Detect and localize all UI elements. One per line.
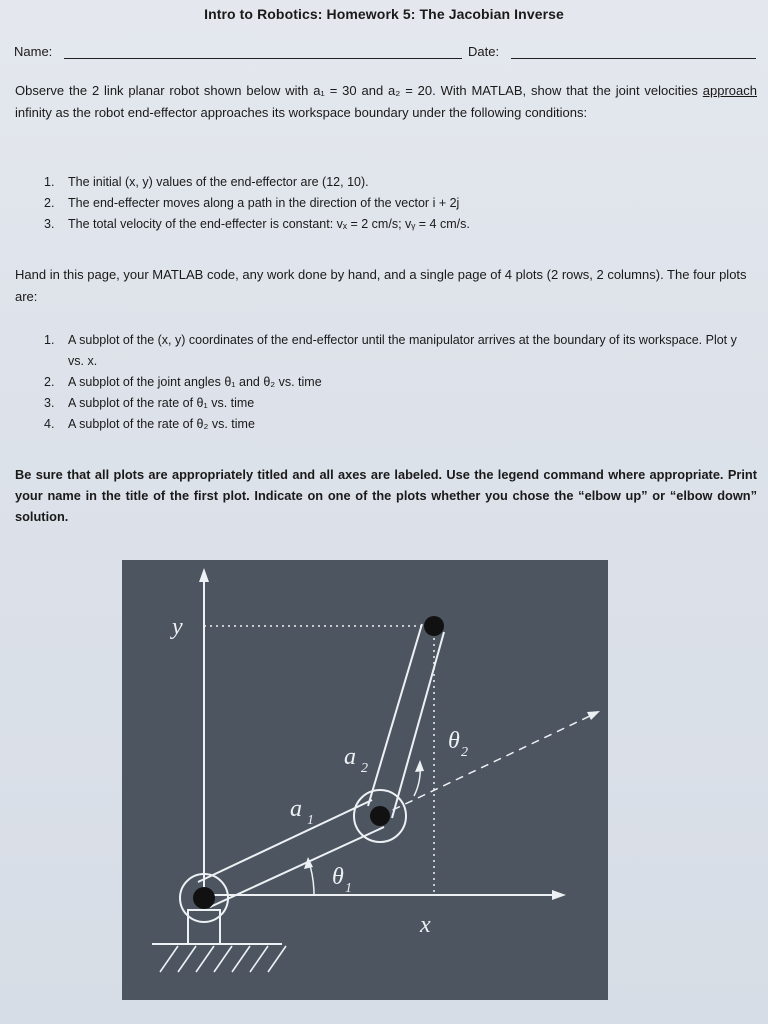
list-item: 4. A subplot of the rate of θ₂ vs. time [44,417,255,431]
label-a1: a [290,796,302,822]
list-item: 1. A subplot of the (x, y) coordinates of the end-effector until the manipulator arrives at the boundary of its workspace. Plot y vs. x. [44,333,737,368]
label-theta1-sub: 1 [345,881,352,896]
extension-arrow [587,711,600,720]
label-a2-sub: 2 [361,761,368,776]
date-blank-line [511,58,756,59]
plots-list [44,330,750,435]
list-item: 3. A subplot of the rate of θ₁ vs. time [44,396,255,410]
name-label: Name: [14,44,53,59]
label-x: x [420,912,431,938]
instructions-paragraph: Be sure that all plots are appropriately titled and all axes are labeled. Use the legend command where appropriate. Print your name in the title of the first plot. Indicate on one of the plots whether you chose the “elbow up” or “elbow down” solution. [15,467,757,524]
intro-underlined-word: approach [702,83,757,98]
label-a1-sub: 1 [307,813,314,828]
page-title: Intro to Robotics: Homework 5: The Jacobian Inverse [204,6,564,22]
list-item: 2. A subplot of the joint angles θ₁ and θ₂ vs. time [44,375,322,389]
list-item: 1. The initial (x, y) values of the end-effector are (12, 10). [44,175,369,189]
label-theta2: θ [448,728,460,754]
intro-paragraph [15,80,757,124]
y-axis-arrow [199,568,209,582]
label-theta1: θ [332,864,344,890]
ground-hatch [160,946,286,972]
link1-rail-top [198,800,372,882]
list-item: 2. The end-effecter moves along a path in the direction of the vector i + 2j [44,196,460,210]
label-theta2-sub: 2 [461,745,468,760]
link1-extension-dashed [380,715,592,816]
intro-text-after: infinity as the robot end-effector approaches its workspace boundary under the following conditions: [15,105,588,120]
base-block [188,910,220,944]
end-effector [424,616,444,636]
name-blank-line [64,58,462,59]
handin-paragraph: Hand in this page, your MATLAB code, any work done by hand, and a single page of 4 plots (2 rows, 2 columns). The four plots are: [15,267,747,304]
x-axis-arrow [552,890,566,900]
conditions-list [44,172,744,235]
label-y: y [172,614,183,640]
intro-text-before: Observe the 2 link planar robot shown below with a₁ = 30 and a₂ = 20. With MATLAB, show that the joint velocities [15,83,703,98]
name-date-row [14,44,758,64]
link2-rail-right [392,632,444,818]
base-joint-pin [193,887,215,909]
link2-rail-left [368,624,422,806]
elbow-joint-pin [370,806,390,826]
date-label: Date: [468,44,500,59]
list-item: 3. The total velocity of the end-effecter is constant: vₓ = 2 cm/s; vᵧ = 4 cm/s. [44,217,470,231]
robot-arm-figure [122,560,608,1000]
label-a2: a [344,744,356,770]
